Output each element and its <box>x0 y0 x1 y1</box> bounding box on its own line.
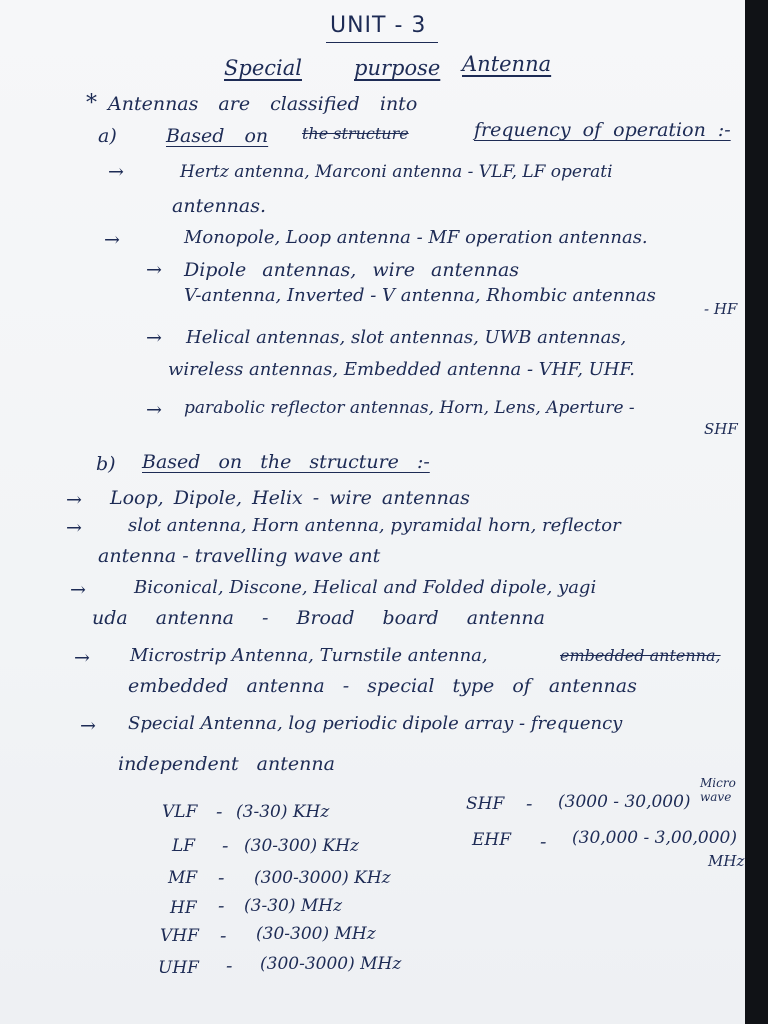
section-b-special-text: Special Antenna, log periodic dipole array - frequency <box>128 713 623 734</box>
band-row-dash: - <box>222 835 229 857</box>
section-a-line1-cont: antennas. <box>172 195 267 217</box>
subtitle-purpose: purpose <box>354 56 441 80</box>
section-a-label: a) <box>98 125 117 147</box>
band-row-range: (3-30) MHz <box>244 896 343 916</box>
band-row-range: (3000 - 30,000) <box>558 792 691 812</box>
band-row-band: LF <box>172 836 196 856</box>
section-a-heading-start: Based on <box>166 125 269 147</box>
section-b-item1-bullet: → <box>66 489 82 511</box>
section-a-line5-note: SHF <box>704 420 738 438</box>
star-bullet: * <box>86 91 97 116</box>
section-a-heading-end: frequency of operation :- <box>474 119 731 141</box>
section-b-item2-bullet: → <box>66 517 82 539</box>
section-b-microstrip-text: Microstrip Antenna, Turnstile antenna, <box>130 645 488 666</box>
section-a-line3-cont: V-antenna, Inverted - V antenna, Rhombic antennas <box>184 285 656 306</box>
page-edge-shadow <box>745 0 768 1024</box>
section-a-line2-bullet: → <box>104 229 120 251</box>
band-row-note: Micro wave <box>700 776 736 804</box>
section-a-line3-bullet: → <box>146 259 162 281</box>
band-row-band: HF <box>170 898 197 918</box>
band-row-dash: - <box>216 801 223 823</box>
band-row-range: (30,000 - 3,00,000) <box>572 828 738 848</box>
section-b-microstrip-bullet: → <box>74 647 90 669</box>
band-row-note: MHz <box>708 852 745 870</box>
section-b-item3-text: Biconical, Discone, Helical and Folded dipole, yagi <box>134 577 597 598</box>
section-a-heading-struck: the structure <box>302 124 409 143</box>
band-row-range: (30-300) KHz <box>244 836 359 856</box>
section-a-line1-bullet: → <box>108 161 124 183</box>
band-row-range: (3-30) KHz <box>236 802 330 822</box>
section-b-item2-text: slot antenna, Horn antenna, pyramidal horn, reflector <box>128 515 621 536</box>
section-b-label: b) <box>96 453 116 475</box>
section-b-item1-text: Loop, Dipole, Helix - wire antennas <box>110 487 470 509</box>
section-b-item3-bullet: → <box>70 579 86 601</box>
section-a-line2-text: Monopole, Loop antenna - MF operation antennas. <box>184 227 648 248</box>
band-row-band: UHF <box>158 958 199 978</box>
subtitle-special: Special <box>224 56 302 80</box>
band-row-dash: - <box>226 955 233 977</box>
section-a-line1-text: Hertz antenna, Marconi antenna - VLF, LF operati <box>180 162 613 182</box>
section-a-line5-text: parabolic reflector antennas, Horn, Lens, Aperture - <box>184 398 635 418</box>
section-a-line4-cont: wireless antennas, Embedded antenna - VHF, UHF. <box>168 359 635 380</box>
page-title: UNIT - 3 <box>330 13 427 38</box>
section-b-microstrip-cont: embedded antenna - special type of antennas <box>128 675 637 697</box>
band-row-band: VLF <box>162 802 198 822</box>
section-b-item3-cont: uda antenna - Broad board antenna <box>92 607 545 629</box>
subtitle-antenna: Antenna <box>462 52 552 76</box>
section-a-line4-bullet: → <box>146 327 162 349</box>
section-b-special-bullet: → <box>80 715 96 737</box>
band-row-band: SHF <box>466 794 505 814</box>
band-row-band: VHF <box>160 926 199 946</box>
section-b-heading: Based on the structure :- <box>142 451 430 473</box>
intro-text: Antennas are classified into <box>108 93 418 115</box>
band-row-dash: - <box>218 895 225 917</box>
band-row-band: EHF <box>472 830 512 850</box>
band-row-range: (300-3000) MHz <box>260 954 402 974</box>
band-row-dash: - <box>220 925 227 947</box>
band-row-dash: - <box>526 793 533 815</box>
title-underline <box>326 42 438 43</box>
section-b-special-cont: independent antenna <box>118 753 335 775</box>
band-row-range: (300-3000) KHz <box>254 868 391 888</box>
section-b-item2-cont: antenna - travelling wave ant <box>98 545 381 567</box>
section-a-line3-text: Dipole antennas, wire antennas <box>184 259 520 281</box>
band-row-band: MF <box>168 868 198 888</box>
section-a-line3-note: - HF <box>704 300 738 318</box>
section-a-line4-text: Helical antennas, slot antennas, UWB antennas, <box>186 327 627 348</box>
section-b-microstrip-struck: embedded antenna, <box>560 646 721 665</box>
band-row-range: (30-300) MHz <box>256 924 376 944</box>
band-row-dash: - <box>218 867 225 889</box>
section-a-line5-bullet: → <box>146 399 162 421</box>
band-row-dash: - <box>540 831 547 853</box>
